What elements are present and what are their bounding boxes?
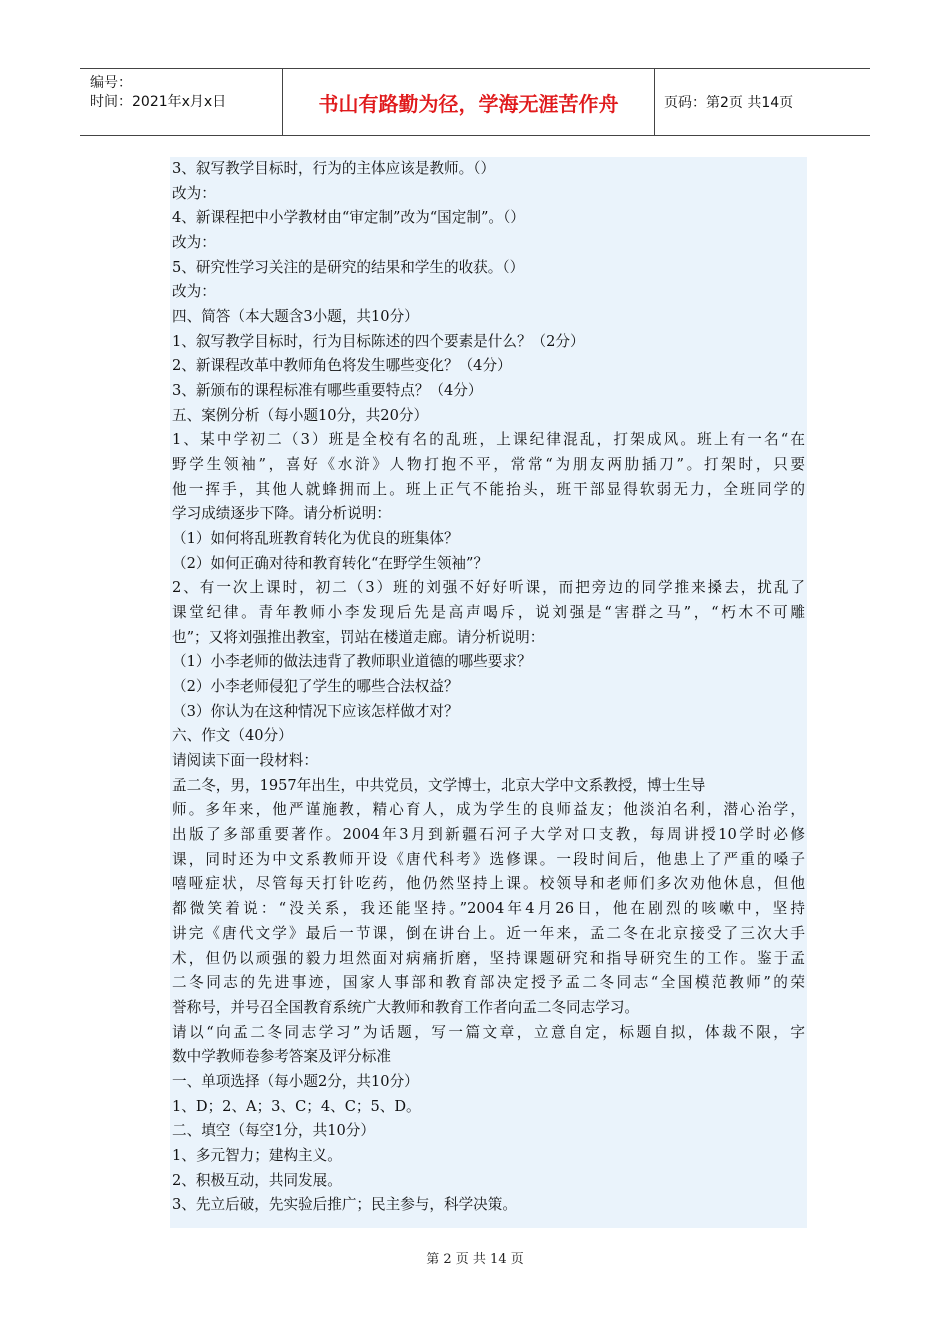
text-line: 二冬同志的先进事迹，国家人事部和教育部决定授予孟二冬同志“全国模范教师”的荣 — [172, 974, 805, 992]
text-line: 二、填空（每空1分，共10分） — [172, 1122, 375, 1140]
text-line: （2）小李老师侵犯了学生的哪些合法权益？ — [172, 678, 459, 696]
text-line: 数中学教师卷参考答案及评分标准 — [172, 1048, 391, 1066]
text-line: （3）你认为在这种情况下应该怎样做才对？ — [172, 702, 459, 720]
text-line: 1、叙写教学目标时，行为目标陈述的四个要素是什么？（2分） — [172, 332, 585, 350]
text-line: （1）如何将乱班教育转化为优良的班集体？ — [172, 530, 459, 548]
text-line: 2、积极互动，共同发展。 — [172, 1171, 342, 1189]
text-line: 改为： — [172, 234, 216, 252]
text-line: 3、叙写教学目标时，行为的主体应该是教师。（） — [172, 160, 496, 177]
text-line: 六、作文（40分） — [172, 727, 293, 745]
text-line: 誉称号，并号召全国教育系统广大教师和教育工作者向孟二冬同志学习。 — [172, 998, 640, 1016]
time-label: 时间：2021年x月x日 — [90, 94, 227, 110]
text-line: 1、某中学初二（3）班是全校有名的乱班，上课纪律混乱，打架成风。班上有一名“在 — [172, 431, 805, 449]
text-line: 3、先立后破，先实验后推广；民主参与，科学决策。 — [172, 1196, 517, 1214]
text-line: 他一挥手，其他人就蜂拥而上。班上正气不能抬头，班干部显得软弱无力，全班同学的 — [172, 480, 805, 498]
header-meta — [80, 69, 283, 135]
text-line: 1、D；2、A；3、C；4、C；5、D。 — [172, 1097, 421, 1115]
text-line: 请阅读下面一段材料： — [172, 752, 318, 770]
text-line: 一、单项选择（每小题2分，共10分） — [172, 1072, 419, 1090]
text-line: 5、研究性学习关注的是研究的结果和学生的收获。（） — [172, 258, 525, 276]
text-line: 改为： — [172, 283, 216, 301]
text-line: 课，同时还为中文系教师开设《唐代科考》选修课。一段时间后，他患上了严重的嗓子 — [172, 850, 805, 868]
text-line: 2、有一次上课时，初二（3）班的刘强不好好听课，而把旁边的同学推来搡去，扰乱了 — [172, 579, 805, 597]
text-line: 孟二冬，男，1957年出生，中共党员，文学博士，北京大学中文系教授，博士生导 — [172, 776, 706, 794]
page-header — [80, 68, 870, 136]
text-line: 课堂纪律。青年教师小李发现后先是高声喝斥，说刘强是“害群之马”，“朽木不可雕 — [172, 604, 805, 622]
text-line: 四、简答（本大题含3小题，共10分） — [172, 308, 419, 326]
text-line: （1）小李老师的做法违背了教师职业道德的哪些要求？ — [172, 653, 532, 671]
text-line: 五、案例分析（每小题10分，共20分） — [172, 406, 429, 424]
text-line: 2、新课程改革中教师角色将发生哪些变化？（4分） — [172, 357, 512, 375]
text-line: 嘻哑症状，尽管每天打针吃药，他仍然坚持上课。校领导和老师们多次劝他休息，但他 — [172, 875, 805, 893]
text-line: 3、新颁布的课程标准有哪些重要特点？（4分） — [172, 382, 483, 400]
text-line: 出版了多部重要著作。2004年3月到新疆石河子大学对口支教，每周讲授10学时必修 — [172, 826, 805, 844]
text-line: 野学生领袖”，喜好《水浒》人物打抱不平，常常“为朋友两肋插刀”。打架时，只要 — [172, 456, 805, 474]
page-info: 页码：第2页 共14页 — [664, 95, 794, 111]
text-line: 4、新课程把中小学教材由“审定制”改为“国定制”。（） — [172, 209, 525, 227]
text-line: 讲完《唐代文学》最后一节课，倒在讲台上。近一年来，孟二冬在北京接受了三次大手 — [172, 924, 805, 942]
number-label: 编号： — [90, 75, 132, 91]
document-body — [170, 157, 807, 1228]
text-line: 师。多年来，他严谨施教，精心育人，成为学生的良师益友；他淡泊名利，潜心治学， — [172, 801, 805, 819]
text-line: 请以“向孟二冬同志学习”为话题，写一篇文章，立意自定，标题自拟，体裁不限，字 — [172, 1023, 805, 1041]
text-line: 改为： — [172, 184, 216, 202]
text-line: 术，但仍以顽强的毅力坦然面对病痛折磨，坚持课题研究和指导研究生的工作。鉴于孟 — [172, 949, 805, 967]
text-line: （2）如何正确对待和教育转化“在野学生领袖”？ — [172, 554, 489, 572]
motto: 书山有路勤为径，学海无涯苦作舟 — [283, 69, 655, 135]
text-line: 学习成绩逐步下降。请分析说明： — [172, 505, 391, 523]
text-line: 也”；又将刘强推出教室，罚站在楼道走廊。请分析说明： — [172, 628, 545, 646]
page-footer: 第 2 页 共 14 页 — [426, 1252, 524, 1267]
text-line: 1、多元智力；建构主义。 — [172, 1146, 342, 1164]
text-line: 都微笑着说：“没关系，我还能坚持。”2004年4月26日，他在剧烈的咳嗽中，坚持 — [172, 900, 805, 918]
